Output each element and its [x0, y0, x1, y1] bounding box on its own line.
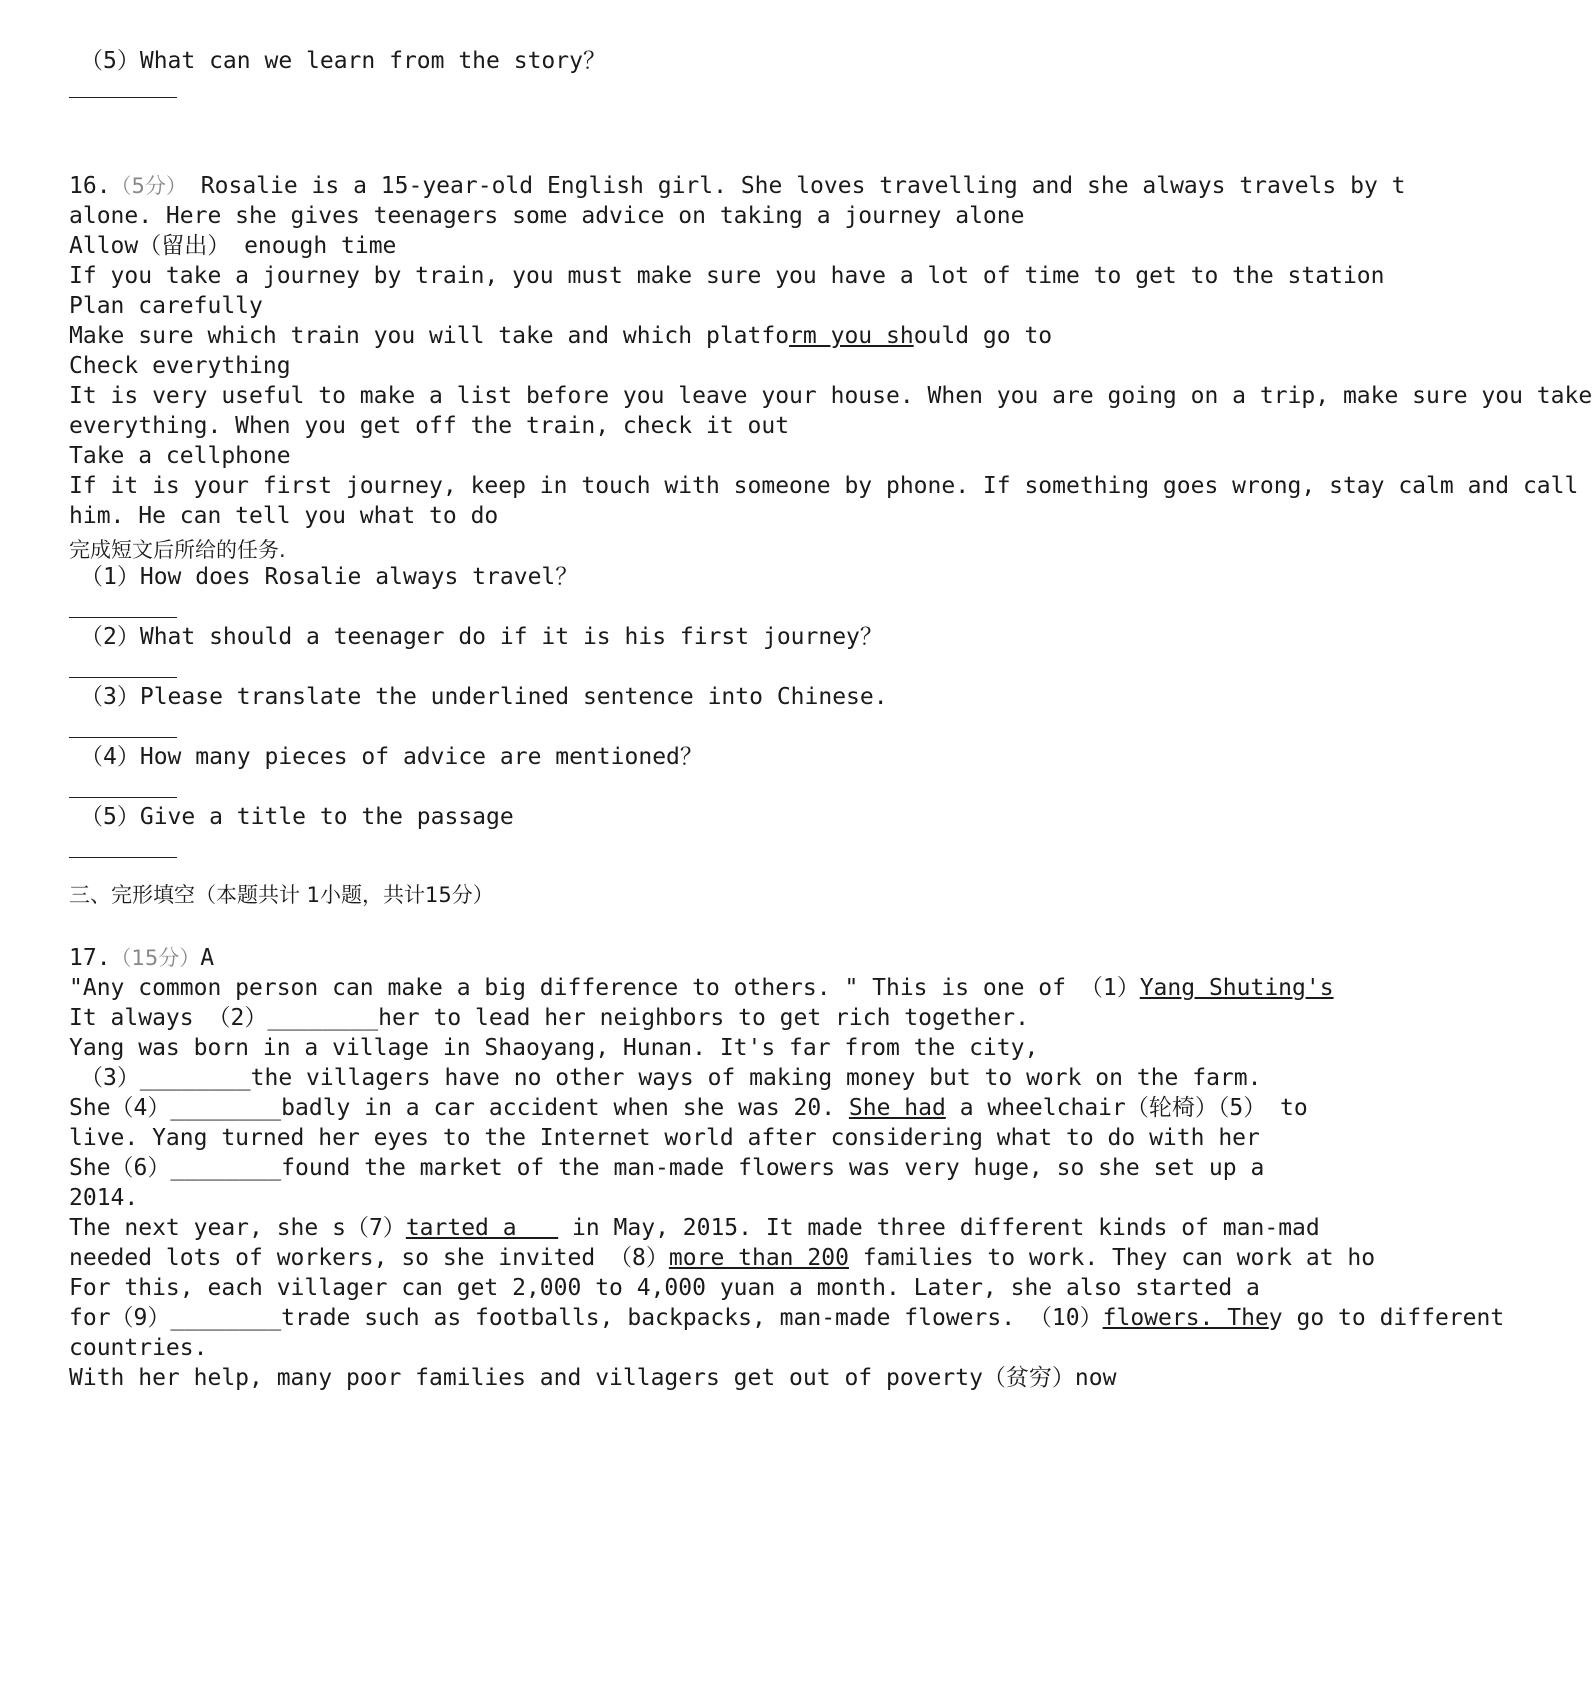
blank-number: （8）: [609, 1245, 669, 1271]
advice-paragraph-4a: If it is your first journey, keep in touch with someone by phone. If something goes wrong, stay calm and call: [69, 473, 1579, 499]
cloze-line-4: （3）________the villagers have no other ways of making money but to work on the farm.: [80, 1065, 1262, 1091]
q15-item-5: （5）What can we learn from the story？: [80, 48, 606, 74]
advice-paragraph-3a: It is very useful to make a list before you leave your house. When you are going on a trip, make sure you take: [69, 383, 1592, 409]
advice-heading-3: Check everything: [69, 353, 291, 379]
q16-item-4: （4）How many pieces of advice are mentioned？: [80, 744, 703, 770]
score-label: （15分）: [110, 946, 201, 970]
cloze-line-1: "Any common person can make a big difference to others. " This is one of （1）Yang Shuting's: [69, 975, 1334, 1001]
q16-item-3: （3）Please translate the underlined sentence into Chinese.: [80, 684, 888, 710]
advice-heading-2: Plan carefully: [69, 293, 263, 319]
cloze-line-12: for（9）________trade such as footballs, backpacks, man-made flowers. （10）flowers. They go to different: [69, 1305, 1505, 1331]
cloze-blank: She had: [848, 1095, 946, 1121]
q16-intro-line-2: alone. Here she gives teenagers some advice on taking a journey alone: [69, 203, 1025, 229]
task-instruction: 完成短文后所给的任务.: [69, 538, 286, 562]
advice-heading-1: Allow（留出） enough time: [69, 233, 397, 259]
advice-paragraph-2: Make sure which train you will take and which platform you should go to: [69, 323, 1053, 349]
answer-line[interactable]: [69, 737, 177, 738]
cloze-blank: more than 200: [668, 1245, 849, 1271]
cloze-line-11: For this, each villager can get 2,000 to 4,000 yuan a month. Later, she also started a: [69, 1275, 1260, 1301]
cloze-line-2: It always （2）________her to lead her neighbors to get rich together.: [69, 1005, 1029, 1031]
answer-line[interactable]: [69, 97, 177, 98]
cloze-blank: flowers. The: [1102, 1305, 1269, 1331]
q16-intro-line-1: [69, 171, 1406, 201]
cloze-line-5: She（4）________badly in a car accident when she was 20. She had a wheelchair（轮椅）（5） to: [69, 1095, 1308, 1121]
cloze-line-10: needed lots of workers, so she invited （8）more than 200 families to work. They can work at ho: [69, 1245, 1376, 1271]
advice-heading-4: Take a cellphone: [69, 443, 291, 469]
cloze-line-7: She（6）________found the market of the man-made flowers was very huge, so she set up a: [69, 1155, 1265, 1181]
question-number: 16.: [69, 173, 111, 199]
cloze-line-6: live. Yang turned her eyes to the Internet world after considering what to do with her: [69, 1125, 1260, 1151]
cloze-line-8: 2014.: [69, 1185, 139, 1211]
q17-header: [69, 943, 214, 973]
cloze-line-13: countries.: [69, 1335, 208, 1361]
cloze-blank: tarted a: [405, 1215, 559, 1241]
cloze-line-9: The next year, she s（7）tarted a in May, 2015. It made three different kinds of man-mad: [69, 1215, 1320, 1241]
answer-line[interactable]: [69, 677, 177, 678]
blank-number: （10）: [1028, 1305, 1103, 1331]
q16-item-1: （1）How does Rosalie always travel？: [80, 564, 579, 590]
cloze-line-14: With her help, many poor families and villagers get out of poverty（贫穷）now: [69, 1365, 1117, 1391]
q16-item-5: （5）Give a title to the passage: [80, 804, 514, 830]
section-heading: 三、完形填空（本题共计 1小题，共计15分）: [69, 883, 494, 907]
cloze-blank: Yang Shuting's: [1139, 975, 1334, 1001]
advice-paragraph-3b: everything. When you get off the train, check it out: [69, 413, 790, 439]
blank-number: （1）: [1079, 975, 1140, 1001]
advice-paragraph-4b: him. He can tell you what to do: [69, 503, 499, 529]
passage-label: A: [200, 945, 215, 971]
score-label: （5分）: [110, 174, 187, 198]
underlined-sentence: rm you sh: [789, 323, 914, 349]
answer-line[interactable]: [69, 857, 177, 858]
answer-line[interactable]: [69, 617, 177, 618]
q16-item-2: （2）What should a teenager do if it is his first journey？: [80, 624, 883, 650]
q16-intro-text: Rosalie is a 15-year-old English girl. She loves travelling and she always travels by t: [200, 173, 1406, 199]
cloze-line-3: Yang was born in a village in Shaoyang, Hunan. It's far from the city,: [69, 1035, 1039, 1061]
answer-line[interactable]: [69, 797, 177, 798]
advice-paragraph-1: If you take a journey by train, you must make sure you have a lot of time to get to the station: [69, 263, 1385, 289]
question-number: 17.: [69, 945, 111, 971]
blank-number: （7）: [345, 1215, 406, 1241]
